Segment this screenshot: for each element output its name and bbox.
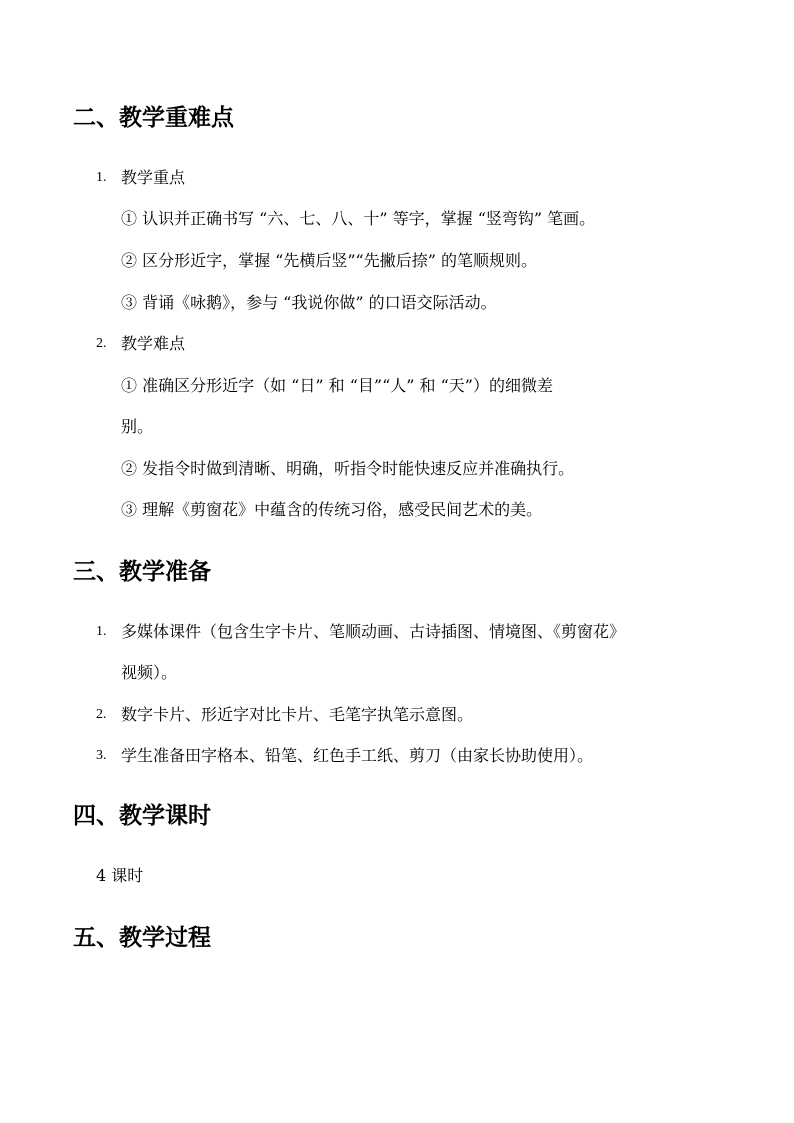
list-number: 2. — [96, 707, 107, 722]
list-item: ① 准确区分形近字（如 “日” 和 “目”“人” 和 “天”）的细微差 — [121, 376, 553, 395]
subheading-difficult-points: 教学难点 — [121, 334, 186, 353]
section-heading-teaching-preparation: 三、教学准备 — [73, 559, 211, 585]
list-item: ② 区分形近字，掌握 “先横后竖”“先撇后捺” 的笔顺规则。 — [121, 251, 537, 270]
list-number: 2. — [96, 336, 107, 351]
list-number: 1. — [96, 624, 107, 639]
list-item: ③ 背诵《咏鹅》，参与 “我说你做” 的口语交际活动。 — [121, 293, 497, 312]
list-item: ② 发指令时做到清晰、明确，听指令时能快速反应并准确执行。 — [121, 459, 575, 478]
section-heading-key-difficult-points: 二、教学重难点 — [73, 105, 234, 131]
list-item: 学生准备田字格本、铅笔、红色手工纸、剪刀（由家长协助使用）。 — [121, 746, 594, 765]
list-item: 多媒体课件（包含生字卡片、笔顺动画、古诗插图、情境图、《剪窗花》 — [121, 622, 626, 641]
list-number: 1. — [96, 170, 107, 185]
list-item-continuation: 别。 — [121, 417, 154, 436]
list-item-continuation: 视频）。 — [121, 663, 178, 682]
list-number: 3. — [96, 748, 107, 763]
list-item: ③ 理解《剪窗花》中蕴含的传统习俗，感受民间艺术的美。 — [121, 500, 543, 519]
list-item: ① 认识并正确书写 “六、七、八、十” 等字，掌握 “竖弯钩” 笔画。 — [121, 209, 596, 228]
list-item: 数字卡片、形近字对比卡片、毛笔字执笔示意图。 — [121, 705, 474, 724]
section-heading-teaching-process: 五、教学过程 — [73, 925, 211, 951]
section-heading-class-hours: 四、教学课时 — [73, 803, 211, 829]
subheading-key-points: 教学重点 — [121, 168, 186, 187]
class-hours-text: 4 课时 — [96, 866, 144, 885]
